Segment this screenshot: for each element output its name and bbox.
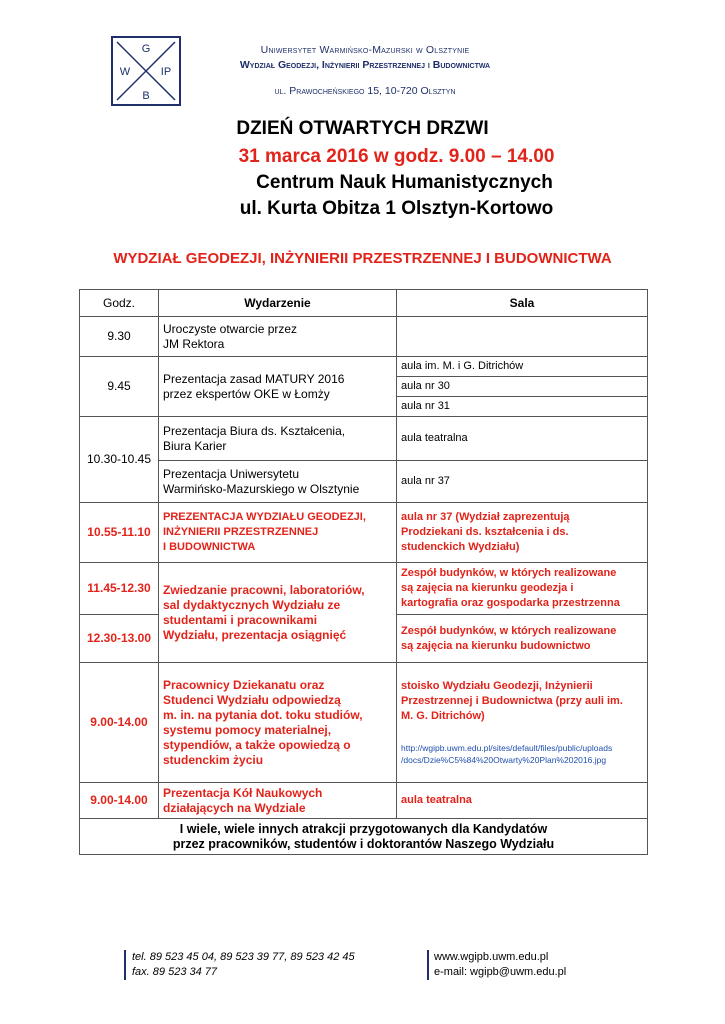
closing-note (80, 819, 648, 855)
row-event (159, 563, 397, 663)
event-text: Prezentacja Biura ds. Kształcenia, (163, 423, 346, 438)
row-time: 9.00-14.00 (80, 663, 159, 783)
plan-link[interactable]: /docs/Dzie%C5%84%20Otwarty%20Plan%202016.jpg (401, 755, 607, 765)
plan-link[interactable]: http://wgipb.uwm.edu.pl/sites/default/files/public/uploads (401, 743, 613, 753)
room-text: Prodziekani ds. kształcenia i ds. (401, 526, 569, 538)
event-address: ul. Kurta Obitza 1 Olsztyn-Kortowo (239, 198, 554, 219)
row-room (397, 615, 648, 663)
event-text: JM Rektora (163, 336, 225, 351)
room-text: stoisko Wydziału Geodezji, Inżynierii (401, 680, 593, 692)
event-text: Uroczyste otwarcie przez (163, 321, 298, 336)
row-time: 9.30 (80, 317, 159, 357)
event-text: Prezentacja zasad MATURY 2016 (163, 371, 345, 386)
svg-text:B: B (142, 90, 150, 102)
row-room (397, 563, 648, 615)
room-text: M. G. Ditrichów) (401, 710, 485, 722)
faculty-address: ul. Prawocheńskiego 15, 10-720 Olsztyn (274, 85, 456, 97)
header-room: Sala (397, 290, 648, 317)
footer-website[interactable]: www.wgipb.uwm.edu.pl (434, 951, 549, 963)
table-row (80, 461, 648, 503)
room-text: Zespół budynków, w których realizowane (401, 567, 617, 579)
table-row (80, 783, 648, 819)
event-text: Zwiedzanie pracowni, laboratoriów, (163, 582, 365, 597)
department-heading: WYDZIAŁ GEODEZJI, INŻYNIERII PRZESTRZENNEJ I BUDOWNICTWA (113, 250, 612, 267)
event-text: sal dydaktycznych Wydziału ze (163, 597, 341, 612)
row-room: aula nr 37 (397, 461, 648, 503)
closing-note-line: przez pracowników, studentów i doktorantów Naszego Wydziału (172, 836, 555, 851)
event-text: I BUDOWNICTWA (163, 541, 256, 553)
event-text: Pracownicy Dziekanatu oraz (163, 677, 325, 692)
row-room: aula nr 30 (397, 377, 648, 397)
room-text: kartografia oraz gospodarka przestrzenna (401, 597, 620, 609)
room-text: są zajęcia na kierunku budownictwo (401, 639, 591, 652)
event-text: stypendiów, a także opowiedzą o (163, 737, 351, 752)
event-text: m. in. na pytania dot. toku studiów, (163, 707, 363, 722)
table-row (80, 819, 648, 855)
faculty-logo-graphic (111, 36, 181, 106)
row-event (159, 783, 397, 819)
event-text: studenckim życiu (163, 752, 264, 767)
event-text: działających na Wydziale (163, 800, 306, 815)
footer-contact (124, 950, 355, 980)
header-event: Wydarzenie (159, 290, 397, 317)
room-text: studenckich Wydziału) (401, 541, 520, 553)
table-row (80, 357, 648, 377)
row-room: aula teatralna (397, 417, 648, 461)
room-text: Przestrzennej i Budownictwa (przy auli im. (401, 695, 623, 707)
row-time: 12.30-13.00 (80, 615, 159, 663)
room-text: są zajęcia na kierunku geodezja i (401, 582, 574, 594)
footer-phone: tel. 89 523 45 04, 89 523 39 77, 89 523 42 45 (132, 951, 355, 963)
event-text: Prezentacja Kół Naukowych (163, 785, 323, 800)
event-text: Prezentacja Uniwersytetu (163, 466, 300, 481)
footer-web (427, 950, 566, 980)
event-text: Biura Karier (163, 438, 227, 453)
row-room: aula im. M. i G. Ditrichów (397, 357, 648, 377)
row-room (397, 663, 648, 783)
row-time: 10.30-10.45 (80, 417, 159, 503)
row-event (159, 461, 397, 503)
event-text: studentami i pracownikami (163, 612, 318, 627)
closing-note-line: I wiele, wiele innych atrakcji przygotowanych dla Kandydatów (179, 821, 548, 836)
row-time: 11.45-12.30 (80, 563, 159, 615)
schedule-table (79, 289, 648, 855)
event-text: Warmińsko-Mazurskiego w Olsztynie (163, 481, 360, 496)
svg-text:G: G (141, 43, 151, 55)
event-text: przez ekspertów OKE w Łomży (163, 386, 330, 401)
row-time: 9.00-14.00 (80, 783, 159, 819)
faculty-logo (111, 36, 181, 106)
event-text: systemu pomocy materialnej, (163, 722, 332, 737)
event-text: Wydziału, prezentacja osiągnięć (163, 627, 347, 642)
row-event (159, 317, 397, 357)
row-event (159, 663, 397, 783)
room-text: aula nr 37 (Wydział zaprezentują (401, 511, 570, 523)
row-event (159, 357, 397, 417)
table-row (80, 317, 648, 357)
table-row (80, 663, 648, 783)
faculty-name: Wydział Geodezji, Inżynierii Przestrzennej i Budownictwa (239, 59, 491, 71)
svg-text:IP: IP (160, 66, 172, 78)
row-event (159, 417, 397, 461)
room-text: Zespół budynków, w których realizowane (401, 624, 617, 637)
event-text: INŻYNIERII PRZESTRZENNEJ (163, 526, 319, 538)
footer-fax: fax. 89 523 34 77 (132, 966, 218, 978)
row-event (159, 503, 397, 563)
table-row (80, 563, 648, 615)
footer-email[interactable]: e-mail: wgipb@uwm.edu.pl (434, 966, 567, 978)
row-room: aula nr 31 (397, 397, 648, 417)
letterhead (190, 44, 540, 97)
event-text: Studenci Wydziału odpowiedzą (163, 692, 341, 707)
table-row (80, 417, 648, 461)
event-title: DZIEŃ OTWARTYCH DRZWI (236, 118, 489, 139)
header-time: Godz. (80, 290, 159, 317)
table-header-row (80, 290, 648, 317)
row-time: 9.45 (80, 357, 159, 417)
event-date: 31 marca 2016 w godz. 9.00 – 14.00 (238, 146, 555, 167)
row-room (397, 317, 648, 357)
row-room (397, 503, 648, 563)
row-room: aula teatralna (397, 783, 648, 819)
row-time: 10.55-11.10 (80, 503, 159, 563)
event-text: PREZENTACJA WYDZIAŁU GEODEZJI, (163, 511, 366, 523)
svg-text:W: W (119, 66, 131, 78)
event-venue: Centrum Nauk Humanistycznych (256, 172, 553, 193)
university-name: Uniwersytet Warmińsko-Mazurski w Olsztynie (260, 44, 470, 56)
table-row (80, 503, 648, 563)
